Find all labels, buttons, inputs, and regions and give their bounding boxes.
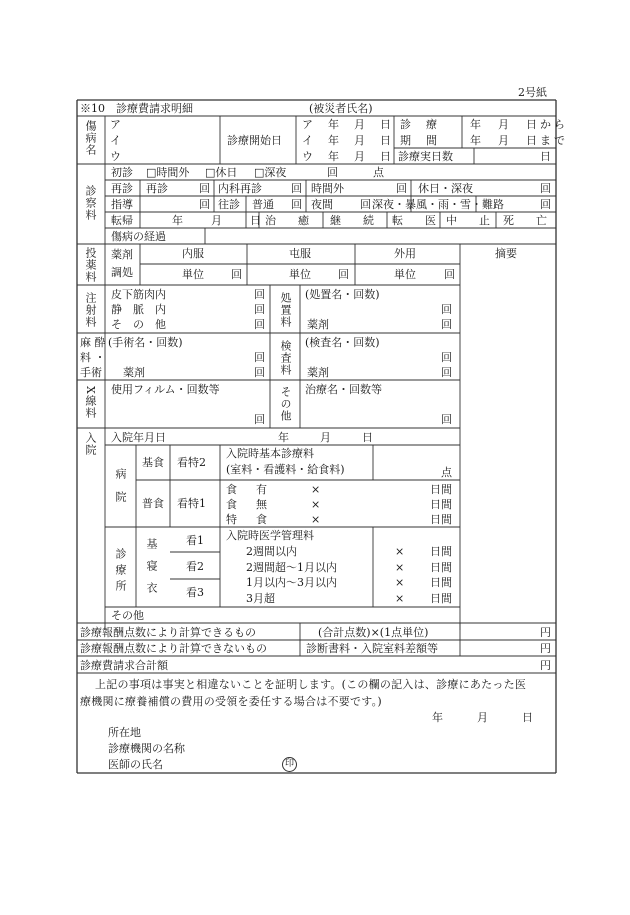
mgmt-row-3-times: × bbox=[395, 576, 405, 589]
procedure-drug-label: 薬剤 bbox=[307, 318, 329, 331]
subcutaneous-label: 皮下筋肉内 bbox=[111, 288, 166, 301]
care-2-label: 看2 bbox=[186, 560, 204, 573]
start-date-label: 診療開始日 bbox=[227, 134, 282, 147]
drug-label: 薬剤 bbox=[111, 248, 133, 261]
intravenous-label: 静 脈 内 bbox=[111, 303, 166, 316]
overtime-label: 時間外 bbox=[311, 182, 344, 195]
treatment-days-unit: 日 bbox=[540, 150, 551, 163]
tonpuku-header: 屯服 bbox=[289, 247, 311, 260]
therapy-times-unit: 回 bbox=[441, 413, 452, 426]
start-date-row-i: イ 年 月 日 bbox=[302, 134, 393, 147]
calculable-yen-unit: 円 bbox=[540, 626, 551, 639]
clinic-label: 診療所 bbox=[114, 548, 127, 596]
progress-label: 傷病の経過 bbox=[111, 230, 166, 243]
procedure-name-label: (処置名・回数) bbox=[305, 288, 380, 301]
start-date-row-a: ア 年 月 日 bbox=[302, 118, 393, 131]
injection-section-label: 注射料 bbox=[84, 292, 97, 328]
certification-text-1: 上記の事項は事実と相違ないことを証明します。(この欄の記入は、診療にあたった医 bbox=[95, 678, 527, 691]
injury-section-label: 傷病名 bbox=[84, 120, 97, 156]
bedding-label: 基寝衣 bbox=[145, 538, 158, 604]
grand-total-label: 診療費請求合計額 bbox=[80, 659, 168, 672]
film-times-unit: 回 bbox=[254, 413, 265, 426]
meal-row-2-a: 食 bbox=[226, 498, 237, 511]
anesthesia-label-2: 料 ・ bbox=[80, 351, 106, 364]
film-usage-label: 使用フィルム・回数等 bbox=[111, 383, 220, 396]
procedure-section-label: 処置料 bbox=[279, 292, 292, 328]
meal-row-1-b: 有 bbox=[256, 483, 267, 496]
normal-times-unit: 回 bbox=[291, 198, 302, 211]
meal-row-2-times: × bbox=[311, 498, 321, 511]
internal-revisit-label: 内科再診 bbox=[218, 182, 262, 195]
basic-fee-points-unit: 点 bbox=[441, 466, 452, 479]
outcome-label: 転帰 bbox=[111, 214, 133, 227]
inpatient-other-label: その他 bbox=[111, 609, 144, 622]
guidance-times-unit: 回 bbox=[199, 198, 210, 211]
injection-other-label: そ の 他 bbox=[111, 318, 166, 331]
surgery-drug-times-unit: 回 bbox=[254, 366, 265, 379]
care-1-label: 看1 bbox=[186, 534, 204, 547]
external-unit-label: 単位 bbox=[394, 268, 416, 281]
overtime-times-unit: 回 bbox=[396, 182, 407, 195]
internal-revisit-times-unit: 回 bbox=[291, 182, 302, 195]
mgmt-row-4-days: 日間 bbox=[430, 592, 452, 605]
therapy-name-label: 治療名・回数等 bbox=[305, 383, 382, 396]
first-visit-points-unit: 点 bbox=[373, 166, 384, 179]
normal-meal-label: 普食 bbox=[142, 497, 164, 510]
outcome-date: 年 月 日 bbox=[172, 214, 263, 227]
medication-section-label: 投薬料 bbox=[84, 247, 97, 283]
outcome-transferred: 転 医 bbox=[392, 214, 436, 227]
internal-times-unit: 回 bbox=[231, 268, 242, 281]
outcome-cured: 治 癒 bbox=[265, 214, 309, 227]
intravenous-times-unit: 回 bbox=[254, 303, 265, 316]
test-drug-times-unit: 回 bbox=[441, 366, 452, 379]
meal-row-1-days: 日間 bbox=[430, 483, 452, 496]
external-med-header: 外用 bbox=[394, 247, 416, 260]
mgmt-row-4: 3月超 bbox=[246, 592, 275, 605]
points-formula: (合計点数)×(1点単位) bbox=[318, 626, 429, 639]
meal-row-1-a: 食 bbox=[226, 483, 237, 496]
injury-letter-i: イ bbox=[110, 134, 121, 147]
period-label-bottom: 期 間 bbox=[400, 134, 439, 147]
holiday-checkbox[interactable]: □休日 bbox=[205, 166, 238, 179]
mgmt-row-1-times: × bbox=[395, 545, 405, 558]
institution-name-label: 診療機関の名称 bbox=[108, 742, 185, 755]
test-name-label: (検査名・回数) bbox=[305, 336, 380, 349]
surgery-times-unit: 回 bbox=[254, 351, 265, 364]
meal-row-3-times: × bbox=[311, 513, 321, 526]
meal-row-3-a: 特 bbox=[226, 513, 237, 526]
victim-name-label: (被災者氏名) bbox=[309, 102, 373, 115]
mgmt-row-2: 2週間超～1月以内 bbox=[246, 561, 337, 574]
test-times-unit: 回 bbox=[441, 351, 452, 364]
overtime-checkbox[interactable]: □時間外 bbox=[146, 166, 190, 179]
non-calculable-yen-unit: 円 bbox=[540, 642, 551, 655]
holiday-night-times-unit: 回 bbox=[540, 182, 551, 195]
form-title: ※10 診療費請求明細 bbox=[80, 102, 193, 115]
meal-row-2-b: 無 bbox=[256, 498, 267, 511]
mgmt-row-4-times: × bbox=[395, 592, 405, 605]
test-section-label: 検査料 bbox=[279, 340, 292, 376]
surgery-name-label: (手術名・回数) bbox=[108, 336, 183, 349]
admission-date-label: 入院年月日 bbox=[111, 431, 166, 444]
meal-row-3-days: 日間 bbox=[430, 513, 452, 526]
start-date-row-u: ウ 年 月 日 bbox=[302, 150, 393, 163]
subcutaneous-times-unit: 回 bbox=[254, 288, 265, 301]
hospital-label: 病院 bbox=[114, 468, 127, 514]
non-calculable-label: 診療報酬点数により計算できないもの bbox=[80, 642, 267, 655]
revisit-label: 再診 bbox=[111, 182, 133, 195]
exam-section-label: 診察料 bbox=[84, 185, 97, 221]
meal-row-1-times: × bbox=[311, 483, 321, 496]
grand-total-yen-unit: 円 bbox=[540, 659, 551, 672]
night-visit-times-unit: 回 bbox=[360, 198, 371, 211]
certification-text-2: 療機関に療養補償の費用の受領を委任する場合は不要です。) bbox=[80, 695, 382, 708]
procedure-drug-times-unit: 回 bbox=[441, 318, 452, 331]
night-checkbox[interactable]: □深夜 bbox=[254, 166, 287, 179]
form-number: 2号紙 bbox=[518, 86, 547, 99]
basic-fee-subtitle: (室料・看護料・給食料) bbox=[226, 463, 345, 476]
meal-row-2-days: 日間 bbox=[430, 498, 452, 511]
care-3-label: 看3 bbox=[186, 586, 204, 599]
anesthesia-label-1: 麻 酔 bbox=[80, 336, 106, 349]
external-times-unit: 回 bbox=[444, 268, 455, 281]
base-meal-label: 基食 bbox=[142, 456, 164, 469]
guidance-label: 指導 bbox=[111, 198, 133, 211]
severe-conditions-times-unit: 回 bbox=[540, 198, 551, 211]
meal-row-3-b: 食 bbox=[256, 513, 267, 526]
mgmt-row-1-days: 日間 bbox=[430, 545, 452, 558]
outcome-died: 死 亡 bbox=[503, 214, 547, 227]
inpatient-section-label: 入院 bbox=[84, 432, 97, 456]
mgmt-row-3: 1月以内～3月以内 bbox=[246, 576, 337, 589]
certification-date: 年 月 日 bbox=[432, 711, 537, 724]
remarks-header: 摘要 bbox=[495, 247, 517, 260]
mgmt-row-2-times: × bbox=[395, 561, 405, 574]
injection-other-times-unit: 回 bbox=[254, 318, 265, 331]
first-visit-times-unit: 回 bbox=[327, 166, 338, 179]
period-from: 年 月 日から bbox=[470, 118, 568, 131]
special-care-2-label: 看特2 bbox=[177, 456, 206, 469]
medical-mgmt-title: 入院時医学管理料 bbox=[226, 529, 314, 542]
mgmt-row-1: 2週間以内 bbox=[246, 545, 297, 558]
other-section-label: その他 bbox=[279, 386, 292, 422]
anesthesia-label-3: 手術 bbox=[80, 366, 102, 379]
dispense-label: 調処 bbox=[111, 266, 133, 279]
period-label-top: 診 療 bbox=[400, 118, 439, 131]
home-visit-label: 往診 bbox=[218, 198, 240, 211]
outcome-continued: 継 続 bbox=[330, 214, 374, 227]
admission-date-value: 年 月 日 bbox=[278, 431, 376, 444]
injury-letter-u: ウ bbox=[110, 150, 121, 163]
tonpuku-unit-label: 単位 bbox=[289, 268, 311, 281]
first-visit-label: 初診 bbox=[111, 166, 133, 179]
normal-label: 普通 bbox=[252, 198, 274, 211]
severe-conditions-label: 深夜・暴風・雨・雪・難路 bbox=[372, 198, 504, 211]
test-drug-label: 薬剤 bbox=[307, 366, 329, 379]
period-to: 年 月 日まで bbox=[470, 134, 568, 147]
surgery-drug-label: 薬剤 bbox=[123, 366, 145, 379]
internal-unit-label: 単位 bbox=[182, 268, 204, 281]
doctor-name-label: 医師の氏名 bbox=[108, 758, 163, 771]
seal-mark: 印 bbox=[282, 757, 297, 772]
injury-letter-a: ア bbox=[110, 118, 121, 131]
night-visit-label: 夜間 bbox=[311, 198, 333, 211]
documents-fees-label: 診断書料・入院室料差額等 bbox=[306, 642, 438, 655]
revisit-times-unit: 回 bbox=[199, 182, 210, 195]
treatment-days-label: 診療実日数 bbox=[398, 150, 453, 163]
address-label: 所在地 bbox=[108, 726, 141, 739]
revisit-sub-label: 再診 bbox=[146, 182, 168, 195]
internal-med-header: 内服 bbox=[182, 247, 204, 260]
special-care-1-label: 看特1 bbox=[177, 497, 206, 510]
tonpuku-times-unit: 回 bbox=[338, 268, 349, 281]
xray-section-label: X線料 bbox=[84, 386, 97, 419]
mgmt-row-3-days: 日間 bbox=[430, 576, 452, 589]
outcome-discontinued: 中 止 bbox=[446, 214, 490, 227]
calculable-label: 診療報酬点数により計算できるもの bbox=[80, 626, 256, 639]
holiday-night-label: 休日・深夜 bbox=[418, 182, 473, 195]
mgmt-row-2-days: 日間 bbox=[430, 561, 452, 574]
basic-fee-title: 入院時基本診療料 bbox=[226, 447, 314, 460]
procedure-times-unit: 回 bbox=[441, 303, 452, 316]
